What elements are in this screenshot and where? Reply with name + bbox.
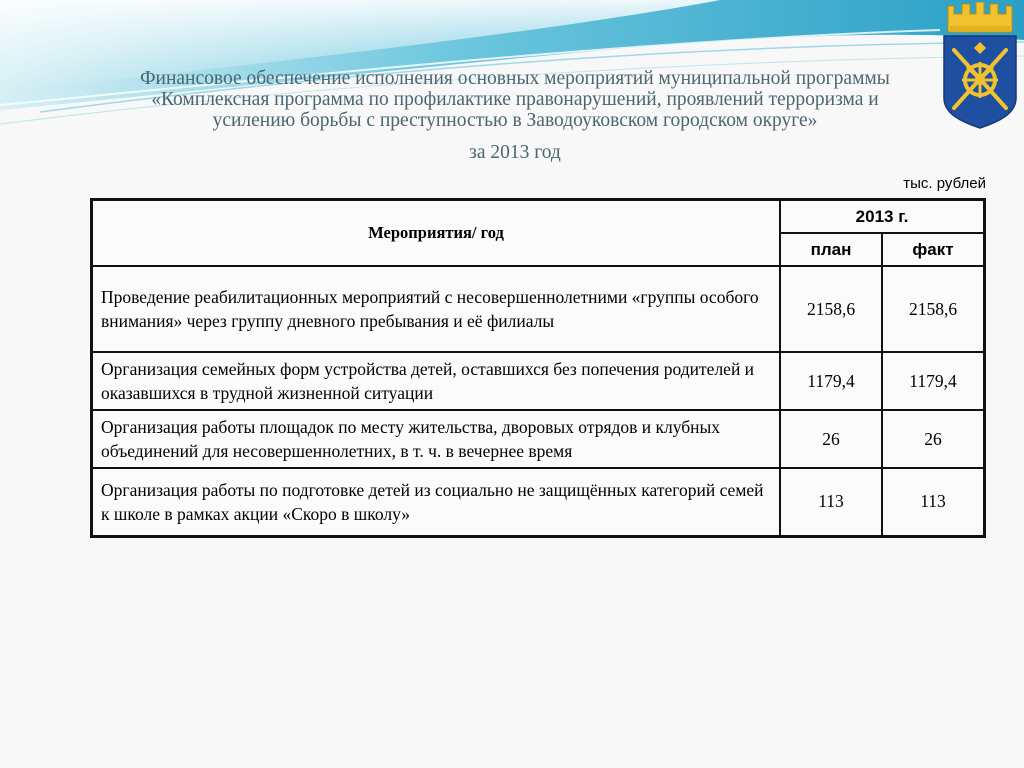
coat-of-arms-icon (940, 2, 1020, 130)
plan-cell: 113 (780, 468, 882, 536)
event-cell: Организация работы площадок по месту жительства, дворовых отрядов и клубных объединений для несовершеннолетних, в т. ч. в вечернее время (92, 410, 781, 468)
fact-cell: 113 (882, 468, 985, 536)
fact-cell: 26 (882, 410, 985, 468)
header-plan: план (780, 233, 882, 266)
plan-cell: 2158,6 (780, 266, 882, 352)
event-cell: Организация семейных форм устройства детей, оставшихся без попечения родителей и оказавшихся в трудной жизненной ситуации (92, 352, 781, 410)
plan-cell: 1179,4 (780, 352, 882, 410)
header-events: Мероприятия/ год (92, 200, 781, 267)
table-row (92, 352, 985, 410)
title-line-3: усилению борьбы с преступностью в Заводоуковском городском округе» (212, 110, 818, 131)
financing-table (90, 198, 986, 538)
table-row (92, 468, 985, 536)
fact-cell: 2158,6 (882, 266, 985, 352)
table-row (92, 266, 985, 352)
title-line-2: «Комплексная программа по профилактике правонарушений, проявлений терроризма и (151, 89, 879, 110)
header-year: 2013 г. (780, 200, 985, 234)
report-year: за 2013 год (469, 142, 561, 163)
header-fact: факт (882, 233, 985, 266)
event-cell: Проведение реабилитационных мероприятий с несовершеннолетними «группы особого внимания» через группу дневного пребывания и её филиалы (92, 266, 781, 352)
table-row (92, 410, 985, 468)
slide-title (90, 68, 940, 131)
event-cell: Организация работы по подготовке детей из социально не защищённых категорий семей к школе в рамках акции «Скоро в школу» (92, 468, 781, 536)
fact-cell: 1179,4 (882, 352, 985, 410)
plan-cell: 26 (780, 410, 882, 468)
units-label: тыс. рублей (903, 175, 986, 192)
title-line-1: Финансовое обеспечение исполнения основных мероприятий муниципальной программы (140, 68, 890, 89)
